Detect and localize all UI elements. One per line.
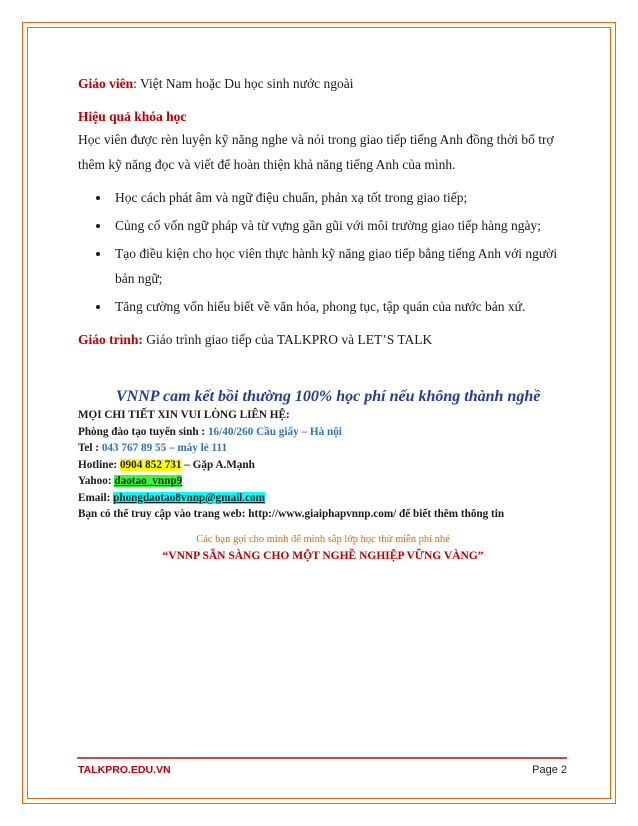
contact-email-label: Email: — [78, 491, 114, 504]
curriculum-line — [78, 329, 568, 351]
footer-site: TALKPRO.EDU.VN — [78, 764, 171, 776]
effectiveness-paragraph: Học viên được rèn luyện kỹ năng nghe và nói trong giao tiếp tiếng Anh đồng thời bổ trợ thêm kỹ năng đọc và viết để hoàn thiện khả năng tiếng Anh của mình. — [78, 132, 554, 172]
effectiveness-bullet-list — [78, 185, 568, 319]
contact-yahoo-label: Yahoo: — [78, 475, 115, 487]
contact-heading: MỌI CHI TIẾT XIN VUI LÒNG LIÊN HỆ: — [78, 409, 290, 421]
closing-invite: Các bạn gọi cho mình để mình sắp lớp học thử miễn phí nhé — [196, 533, 450, 545]
contact-tel-line — [78, 440, 568, 457]
curriculum-label: Giáo trình: — [78, 332, 143, 347]
teacher-label: Giáo viên — [78, 76, 134, 91]
teacher-value: : Việt Nam hoặc Du học sinh nước ngoài — [133, 76, 354, 91]
curriculum-value: Giáo trình giao tiếp của TALKPRO và LET’S TALK — [142, 332, 433, 347]
contact-website-line: Bạn có thể truy cập vào trang web: http://www.giaiphapvnnp.com/ để biết thêm thông tin — [78, 508, 505, 520]
contact-hotline-number[interactable]: 0904 852 731 — [119, 458, 182, 471]
footer-divider — [77, 757, 567, 759]
page-content — [78, 66, 568, 564]
promo-slogan: VNNP cam kết bồi thường 100% học phí nếu không thành nghề — [116, 388, 541, 405]
contact-office-line — [78, 424, 568, 441]
list-item: • Tăng cường vốn hiểu biết về văn hóa, phong tục, tập quán của nước bản xứ. — [111, 294, 568, 319]
list-item: • Củng cố vốn ngữ pháp và từ vựng gần gũi với môi trường giao tiếp hàng ngày; — [111, 213, 568, 238]
closing-motto: “VNNP SẴN SÀNG CHO MỘT NGHỀ NGHIỆP VỮNG VÀNG” — [162, 549, 484, 562]
contact-hotline-label: Hotline: — [78, 458, 120, 471]
teacher-line — [78, 73, 568, 95]
effectiveness-heading: Hiệu quả khóa học — [78, 109, 187, 124]
contact-hotline-suffix: – Gặp A.Mạnh — [181, 458, 255, 471]
contact-tel-number[interactable]: 043 767 89 55 – máy lẻ 111 — [101, 442, 228, 454]
contact-office-address: 16/40/260 Cầu giấy – Hà nội — [207, 425, 342, 438]
footer-page-number: Page 2 — [532, 764, 567, 776]
contact-email-link[interactable]: phongdaotao8vnnp@gmail.com — [113, 491, 265, 504]
contact-tel-label: Tel : — [78, 442, 102, 454]
contact-yahoo-link[interactable]: daotao_vnnp9 — [114, 475, 183, 487]
contact-yahoo-line — [78, 473, 568, 490]
contact-email-line — [78, 490, 568, 507]
list-item: • Học cách phát âm và ngữ điệu chuẩn, phản xạ tốt trong giao tiếp; — [111, 185, 568, 210]
contact-office-label: Phòng đào tạo tuyển sinh : — [78, 425, 208, 438]
contact-hotline-line — [78, 457, 568, 474]
list-item: • Tạo điều kiện cho học viên thực hành kỹ năng giao tiếp bằng tiếng Anh với người bản ngữ; — [111, 241, 568, 291]
